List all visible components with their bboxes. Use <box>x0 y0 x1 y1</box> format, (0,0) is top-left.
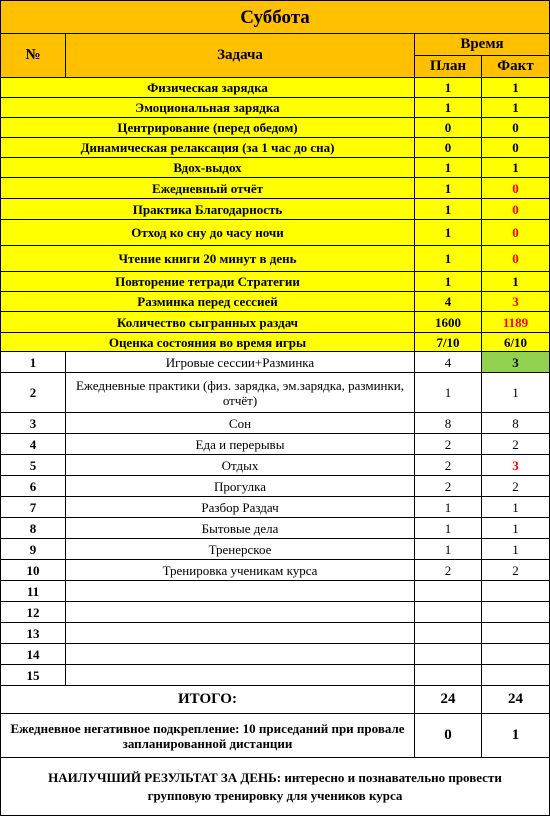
schedule-num: 8 <box>1 518 66 539</box>
practice-fact: 1 <box>482 78 550 98</box>
schedule-task: Еда и перерывы <box>66 434 415 455</box>
practice-plan: 1 <box>415 78 482 98</box>
practice-row <box>1 158 550 178</box>
total-label: ИТОГО: <box>1 686 415 714</box>
practice-plan: 1600 <box>415 312 482 333</box>
header-num: № <box>1 34 66 78</box>
schedule-row <box>1 539 550 560</box>
practice-fact: 0 <box>482 220 550 246</box>
schedule-fact: 2 <box>482 476 550 497</box>
practice-plan: 4 <box>415 292 482 312</box>
total-fact: 24 <box>482 686 550 714</box>
schedule-task: Отдых <box>66 455 415 476</box>
practice-plan: 0 <box>415 118 482 138</box>
schedule-fact: 1 <box>482 497 550 518</box>
practice-fact: 6/10 <box>482 333 550 352</box>
schedule-row <box>1 455 550 476</box>
schedule-num: 4 <box>1 434 66 455</box>
practice-plan: 7/10 <box>415 333 482 352</box>
practice-fact: 3 <box>482 292 550 312</box>
schedule-num: 10 <box>1 560 66 581</box>
practices-section <box>1 78 550 352</box>
schedule-plan <box>415 644 482 665</box>
schedule-row <box>1 518 550 539</box>
schedule-num: 6 <box>1 476 66 497</box>
schedule-num: 7 <box>1 497 66 518</box>
practice-task: Ежедневный отчёт <box>1 178 415 199</box>
schedule-fact: 1 <box>482 539 550 560</box>
schedule-plan: 4 <box>415 352 482 373</box>
schedule-num: 5 <box>1 455 66 476</box>
schedule-num: 12 <box>1 602 66 623</box>
practice-fact: 1 <box>482 272 550 292</box>
practice-plan: 1 <box>415 158 482 178</box>
practice-fact: 1 <box>482 98 550 118</box>
practice-task: Вдох-выдох <box>1 158 415 178</box>
schedule-task: Тренерское <box>66 539 415 560</box>
schedule-task: Сон <box>66 413 415 434</box>
schedule-plan: 1 <box>415 497 482 518</box>
schedule-plan <box>415 623 482 644</box>
schedule-fact <box>482 623 550 644</box>
practice-plan: 1 <box>415 272 482 292</box>
practice-fact: 1189 <box>482 312 550 333</box>
practice-task: Физическая зарядка <box>1 78 415 98</box>
schedule-plan: 2 <box>415 560 482 581</box>
schedule-fact: 8 <box>482 413 550 434</box>
schedule-row <box>1 665 550 686</box>
schedule-plan <box>415 665 482 686</box>
schedule-row <box>1 352 550 373</box>
schedule-task <box>66 581 415 602</box>
day-title: Суббота <box>1 1 550 34</box>
negative-label: Ежедневное негативное подкрепление: 10 приседаний при провале запланированной дистанции <box>1 714 415 758</box>
best-result-cell <box>1 758 550 816</box>
negative-plan: 0 <box>415 714 482 758</box>
practice-row <box>1 78 550 98</box>
practice-row <box>1 118 550 138</box>
schedule-row <box>1 497 550 518</box>
practice-plan: 1 <box>415 98 482 118</box>
practice-fact: 1 <box>482 158 550 178</box>
practice-plan: 1 <box>415 199 482 220</box>
schedule-row <box>1 623 550 644</box>
header-fact: Факт <box>482 56 550 78</box>
schedule-section <box>1 352 550 686</box>
schedule-fact: 2 <box>482 434 550 455</box>
schedule-row <box>1 560 550 581</box>
schedule-task: Прогулка <box>66 476 415 497</box>
title-row <box>1 1 550 34</box>
schedule-num: 9 <box>1 539 66 560</box>
schedule-row <box>1 644 550 665</box>
schedule-fact: 3 <box>482 352 550 373</box>
header-time: Время <box>415 34 550 56</box>
schedule-fact: 1 <box>482 373 550 413</box>
schedule-plan <box>415 581 482 602</box>
best-result-row <box>1 758 550 816</box>
schedule-plan: 1 <box>415 518 482 539</box>
schedule-task: Тренировка ученикам курса <box>66 560 415 581</box>
schedule-task <box>66 644 415 665</box>
schedule-num: 3 <box>1 413 66 434</box>
schedule-row <box>1 476 550 497</box>
practice-plan: 1 <box>415 220 482 246</box>
schedule-row <box>1 602 550 623</box>
practice-fact: 0 <box>482 246 550 272</box>
practice-fact: 0 <box>482 178 550 199</box>
schedule-fact <box>482 665 550 686</box>
practice-task: Чтение книги 20 минут в день <box>1 246 415 272</box>
practice-plan: 1 <box>415 178 482 199</box>
practice-task: Динамическая релаксация (за 1 час до сна) <box>1 138 415 158</box>
negative-fact: 1 <box>482 714 550 758</box>
schedule-num: 15 <box>1 665 66 686</box>
practice-row <box>1 272 550 292</box>
practice-task: Эмоциональная зарядка <box>1 98 415 118</box>
schedule-num: 14 <box>1 644 66 665</box>
schedule-fact <box>482 581 550 602</box>
practice-plan: 0 <box>415 138 482 158</box>
schedule-num: 1 <box>1 352 66 373</box>
practice-row <box>1 246 550 272</box>
schedule-task: Бытовые дела <box>66 518 415 539</box>
schedule-fact: 3 <box>482 455 550 476</box>
total-row <box>1 686 550 714</box>
practice-fact: 0 <box>482 138 550 158</box>
practice-row <box>1 220 550 246</box>
schedule-row <box>1 373 550 413</box>
schedule-plan <box>415 602 482 623</box>
practice-task: Центрирование (перед обедом) <box>1 118 415 138</box>
practice-row <box>1 333 550 352</box>
schedule-row <box>1 434 550 455</box>
schedule-task: Ежедневные практики (физ. зарядка, эм.зарядка, разминки, отчёт) <box>66 373 415 413</box>
practice-task: Оценка состояния во время игры <box>1 333 415 352</box>
best-result-label: НАИЛУЧШИЙ РЕЗУЛЬТАТ ЗА ДЕНЬ: <box>48 769 282 785</box>
practice-row <box>1 138 550 158</box>
practice-plan: 1 <box>415 246 482 272</box>
practice-row <box>1 199 550 220</box>
best-result-text: интересно и познавательно провести групповую тренировку для учеников курса <box>147 769 502 803</box>
schedule-row <box>1 413 550 434</box>
practice-fact: 0 <box>482 118 550 138</box>
schedule-task <box>66 623 415 644</box>
practice-task: Количество сыгранных раздач <box>1 312 415 333</box>
practice-row <box>1 292 550 312</box>
practice-task: Повторение тетради Стратегии <box>1 272 415 292</box>
schedule-plan: 1 <box>415 373 482 413</box>
schedule-plan: 2 <box>415 434 482 455</box>
schedule-row <box>1 581 550 602</box>
schedule-fact <box>482 644 550 665</box>
schedule-task <box>66 602 415 623</box>
header-task: Задача <box>66 34 415 78</box>
schedule-task <box>66 665 415 686</box>
schedule-task: Разбор Раздач <box>66 497 415 518</box>
schedule-fact <box>482 602 550 623</box>
schedule-plan: 2 <box>415 476 482 497</box>
schedule-fact: 1 <box>482 518 550 539</box>
negative-row <box>1 714 550 758</box>
practice-fact: 0 <box>482 199 550 220</box>
total-plan: 24 <box>415 686 482 714</box>
header-row-top <box>1 34 550 56</box>
schedule-num: 2 <box>1 373 66 413</box>
schedule-fact: 2 <box>482 560 550 581</box>
schedule-num: 11 <box>1 581 66 602</box>
schedule-plan: 1 <box>415 539 482 560</box>
schedule-task: Игровые сессии+Разминка <box>66 352 415 373</box>
practice-task: Отход ко сну до часу ночи <box>1 220 415 246</box>
schedule-num: 13 <box>1 623 66 644</box>
practice-task: Разминка перед сессией <box>1 292 415 312</box>
practice-row <box>1 178 550 199</box>
practice-row <box>1 312 550 333</box>
header-plan: План <box>415 56 482 78</box>
practice-task: Практика Благодарность <box>1 199 415 220</box>
schedule-plan: 2 <box>415 455 482 476</box>
schedule-plan: 8 <box>415 413 482 434</box>
practice-row <box>1 98 550 118</box>
